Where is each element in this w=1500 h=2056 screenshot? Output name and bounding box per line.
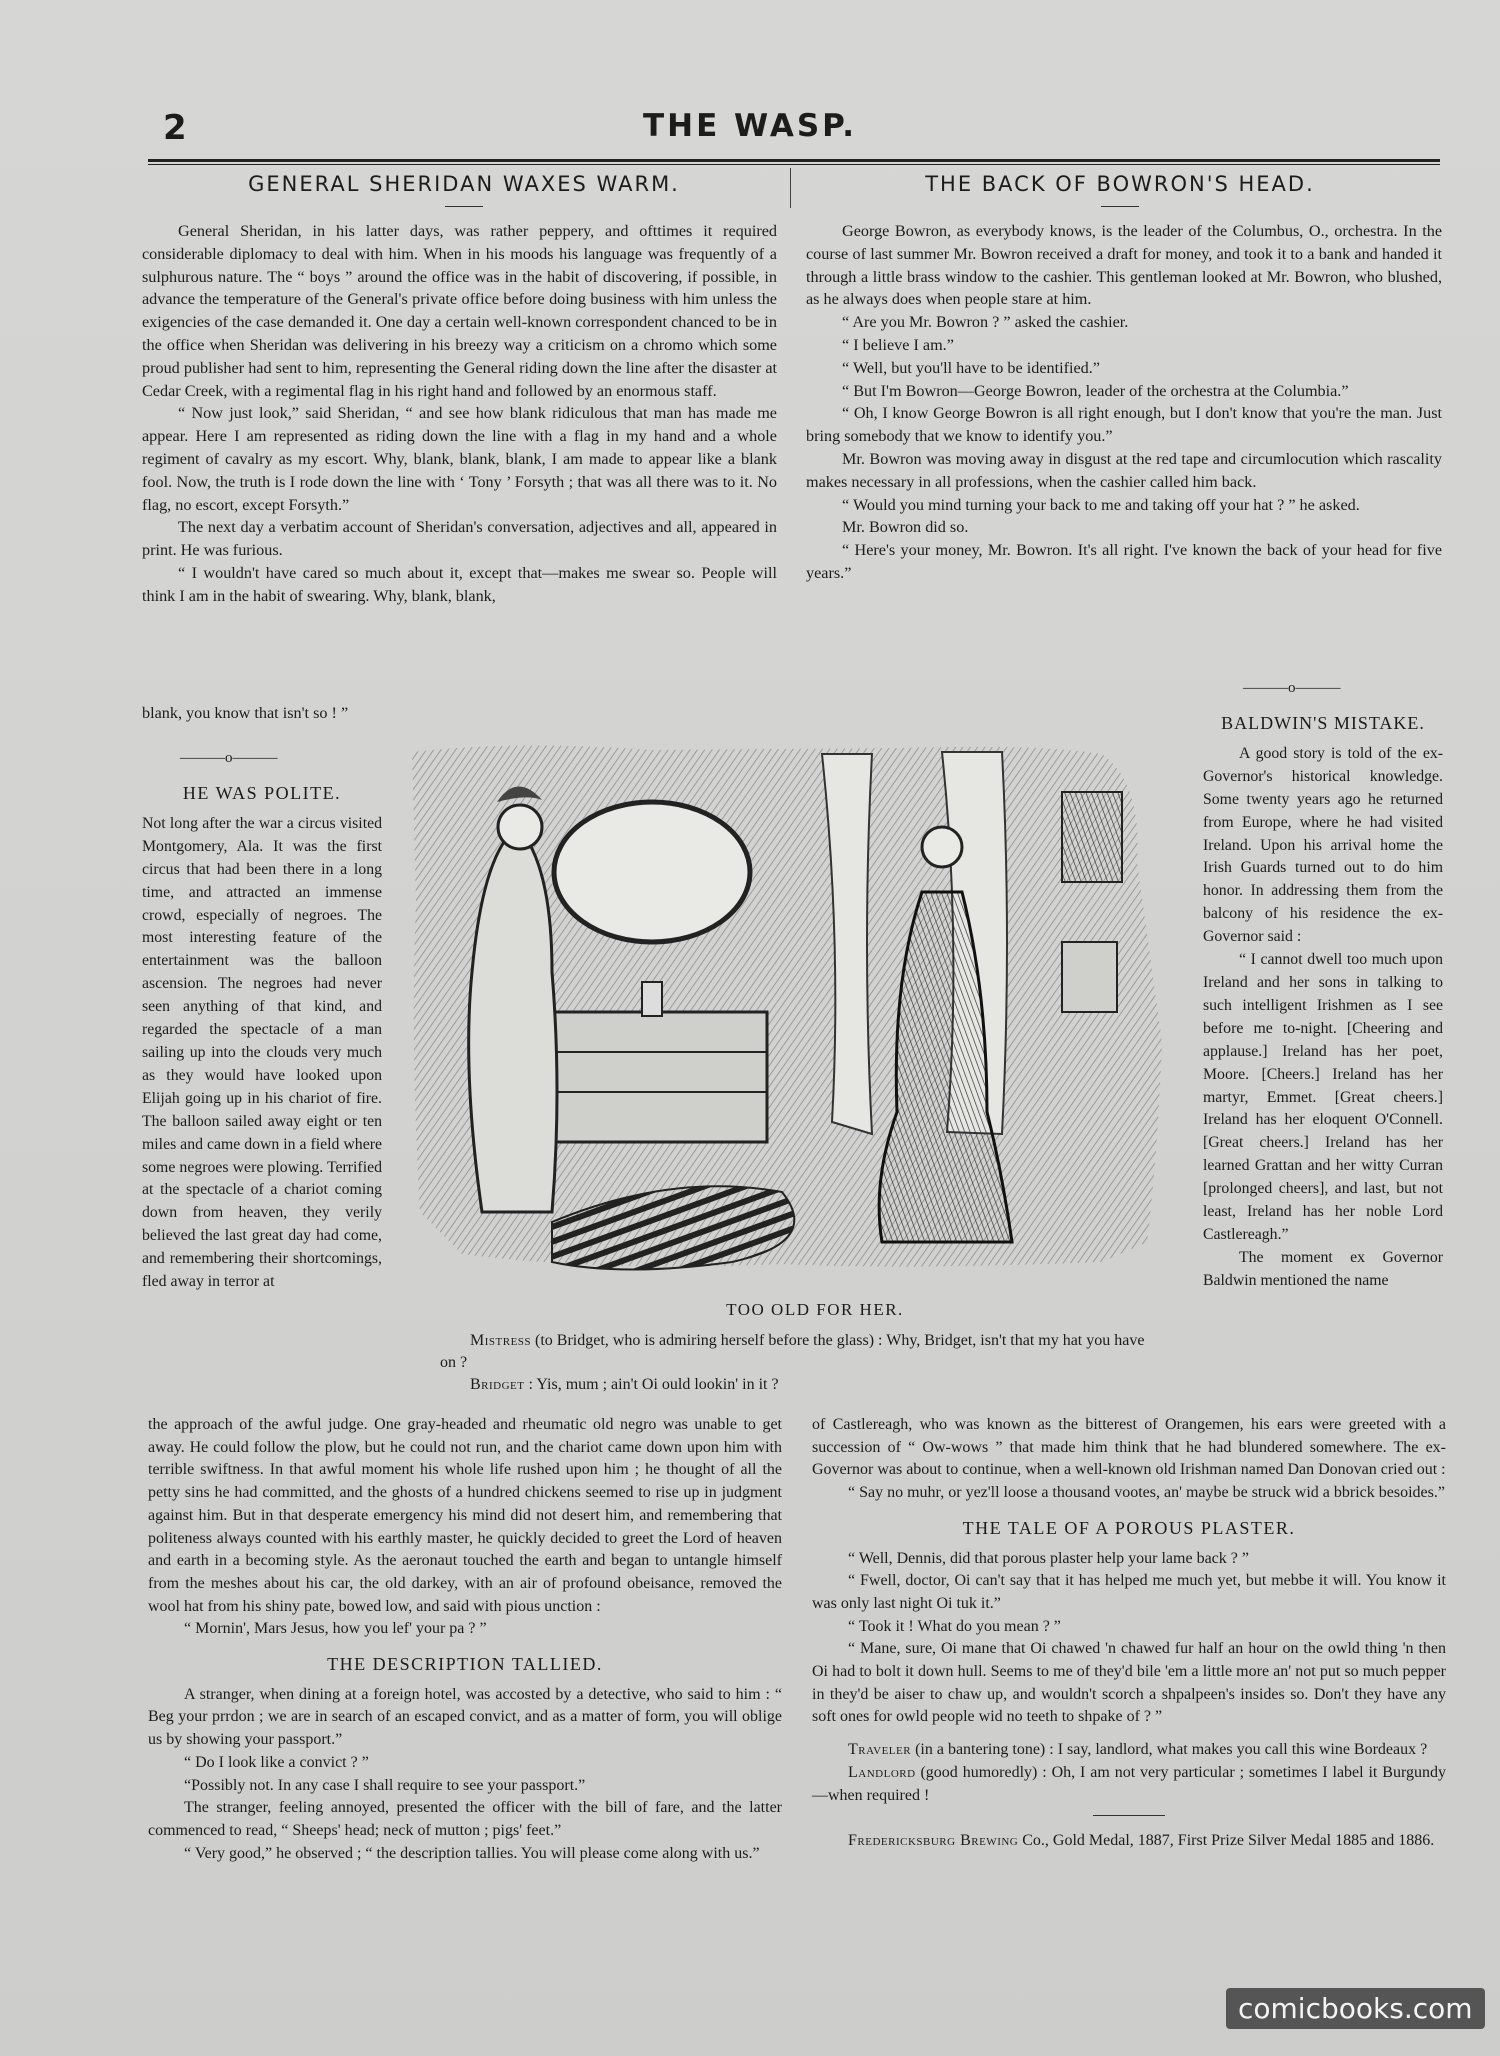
dialogue-text: (good humoredly) : Oh, I am not very particular ; sometimes I label it Burgundy—when required ! — [812, 1763, 1446, 1804]
ad-text: Co., Gold Medal, 1887, First Prize Silver Medal 1885 and 1886. — [1018, 1832, 1435, 1850]
title-dash — [445, 206, 483, 207]
description-paragraph: “Possibly not. In any case I shall require to see your passport.” — [184, 1776, 586, 1794]
watermark-logo: comicbooks.com — [1226, 1988, 1485, 2029]
baldwin-title: BALDWIN'S MISTAKE. — [1221, 713, 1425, 733]
ad-rule — [1093, 1815, 1165, 1816]
dialogue-text: (to Bridget, who is admiring herself before the glass) : Why, Bridget, isn't that my hat you have on ? — [440, 1332, 1145, 1371]
cartoon-illustration — [402, 742, 1172, 1310]
speaker-label: Traveler — [848, 1741, 912, 1759]
dresser — [522, 1012, 767, 1142]
sheridan-paragraph: blank, you know that isn't so ! ” — [142, 704, 349, 722]
speaker-label: Mistress — [470, 1332, 532, 1349]
cartoon-caption — [440, 1330, 1160, 1396]
sheridan-paragraph: “ I wouldn't have cared so much about it, except that—makes me swear so. People will think I am in the habit of swearing. Why, blank, blank, — [142, 563, 777, 605]
bowron-paragraph: “ Would you mind turning your back to me and taking off your hat ? ” he asked. — [842, 495, 1360, 514]
plaster-paragraph: “ Well, Dennis, did that porous plaster help your lame back ? ” — [848, 1549, 1249, 1567]
polite-article-cont — [148, 1414, 782, 1865]
cartoon-title: TOO OLD FOR HER. — [726, 1300, 904, 1319]
description-paragraph: The stranger, feeling annoyed, presented the officer with the bill of fare, and the latter commenced to read, “ Sheeps' head; neck of mutton ; pigs' feet.” — [148, 1799, 782, 1839]
caption-line — [440, 1374, 1160, 1396]
bowron-title: THE BACK OF BOWRON'S HEAD. — [925, 172, 1315, 196]
dialogue-text: (in a bantering tone) : I say, landlord, what makes you call this wine Bordeaux ? — [911, 1741, 1428, 1759]
plaster-paragraph: “ Mane, sure, Oi mane that Oi chawed 'n chawed fur half an hour on the owld thing 'n then Oi had to bolt it down hull. Seems to me of they'd bile 'em a little more an' not put so much pepper in they'd be aiser to chaw up, and wouldn't scorch a shpalpeen's insides so. Don't they have any soft ones for owld people wid no teeth to shpake of ? ” — [812, 1640, 1446, 1726]
caption-line — [440, 1330, 1160, 1374]
bowron-paragraph: “ Here's your money, Mr. Bowron. It's all right. I've known the back of your head for five years.” — [806, 541, 1442, 582]
title-dash — [1101, 206, 1139, 207]
description-paragraph: “ Do I look like a convict ? ” — [184, 1753, 369, 1771]
bowron-paragraph: Mr. Bowron was moving away in disgust at the red tape and circumlocution which rascality makes necessary in all professions, when the cashier called him back. — [806, 449, 1442, 491]
baldwin-paragraph: “ Say no muhr, or yez'll loose a thousand vootes, an' maybe be struck wid a bbrick besoides.” — [848, 1484, 1445, 1502]
baldwin-paragraph: of Castlereagh, who was known as the bitterest of Orangemen, his ears were greeted with a succession of “ Ow-wows ” that made him think that he had blundered somewhere. The ex-Governor was about to continue, when a well-known old Irishman named Dan Donovan cried out : — [812, 1416, 1446, 1479]
sheridan-paragraph: The next day a verbatim account of Sheridan's conversation, adjectives and all, appeared in print. He was furious. — [142, 518, 777, 560]
baldwin-paragraph: “ I cannot dwell too much upon Ireland and her sons in talking to such intelligent Irishmen as I see before me to-night. [Cheering and applause.] Ireland has her poet, Moore. [Cheers.] Ireland has her martyr, Emmet. [Great cheers.] Ireland has her eloquent O'Connell. [Great cheers.] Ireland has her learned Grattan and her witty Curran [prolonged cheers], and last, but not least, Ireland has her noble Lord Castlereagh.” — [1203, 951, 1443, 1243]
plaster-paragraph: “ Took it ! What do you mean ? ” — [848, 1617, 1061, 1635]
bowron-paragraph: “ But I'm Bowron—George Bowron, leader of the orchestra at the Columbia.” — [842, 381, 1349, 400]
brewery-name: Fredericksburg Brewing — [848, 1832, 1019, 1850]
bowron-paragraph: “ I believe I am.” — [842, 335, 954, 354]
column-divider — [790, 168, 791, 208]
description-title: THE DESCRIPTION TALLIED. — [327, 1654, 603, 1675]
baldwin-article — [1203, 708, 1443, 1293]
page-number: 2 — [163, 108, 187, 148]
bowron-paragraph: Mr. Bowron did so. — [842, 518, 969, 537]
description-paragraph: A stranger, when dining at a foreign hotel, was accosted by a detective, who said to him : “ Beg your prrdon ; we are in search of an escaped convict, and as a matter of form, you will oblige us by showing your passport.” — [148, 1685, 782, 1749]
ad-paragraph — [812, 1830, 1446, 1853]
bowron-paragraph: George Bowron, as everybody knows, is the leader of the Columbus, O., orchestra. In the course of last summer Mr. Bowron received a draft for money, and took it to a bank and handed it through a little brass window to the cashier. This gentleman looked at Mr. Bowron, who blushed, as he always does when people stare at him. — [806, 222, 1442, 309]
polite-article — [142, 778, 382, 1294]
polite-paragraph: Not long after the war a circus visited Montgomery, Ala. It was the first circus that had been there in a long time, and attracted an immense crowd, especially of negroes. The most interesting feature of the entertainment was the balloon ascension. The negroes had never seen anything of that kind, and regarded the spectacle of a man sailing up into the clouds very much as they would have looked upon Elijah going up in his chariot of fire. The balloon sailed away eight or ten miles and came down in a field where some negroes were plowing. Terrified at the spectacle of a chariot coming down from heaven, they verily believed the last great day had come, and remembering their shortcomings, fled away in terror at — [142, 814, 382, 1291]
speaker-label: Landlord — [848, 1763, 916, 1781]
separator: ———o——— — [1243, 680, 1341, 696]
chair — [1062, 942, 1117, 1012]
plaster-paragraph: “ Fwell, doctor, Oi can't say that it has helped me much yet, but mebbe it will. You know it was only last night Oi tuk it.” — [812, 1572, 1446, 1612]
separator: ———o——— — [180, 750, 278, 766]
bowron-paragraph: “ Oh, I know George Bowron is all right enough, but I don't know that you're the man. Just bring somebody that we know to identify you.” — [806, 404, 1442, 446]
bridget-head — [498, 805, 542, 849]
bottle — [642, 982, 662, 1016]
sheridan-paragraph: General Sheridan, in his latter days, was rather peppery, and ofttimes it required considerable diplomacy to deal with him. When in his moods his language was frequently of a sulphurous nature. The “ boys ” around the office was in the habit of discovering, if possible, in advance the temperature of the General's private office before doing business with him unless the exigencies of the case demanded it. One day a certain well-known correspondent chanced to be in the office when Sheridan was delivering in his breezy way a criticism on a chromo which some proud publisher had sent to him, representing the General riding down the line after the disaster at Cedar Creek, with a regimental flag in his right hand and followed by an enormous staff. — [142, 222, 777, 400]
oval-mirror — [554, 802, 750, 942]
sheridan-article-end — [142, 702, 382, 725]
baldwin-paragraph: The moment ex Governor Baldwin mentioned the name — [1203, 1248, 1443, 1289]
mistress-head — [922, 827, 962, 867]
bowron-paragraph: “ Are you Mr. Bowron ? ” asked the cashier. — [842, 313, 1129, 332]
polite-paragraph: “ Mornin', Mars Jesus, how you lef' your pa ? ” — [184, 1620, 487, 1638]
sheridan-article — [142, 220, 777, 608]
header-rule-thin — [148, 164, 1440, 165]
plaster-title: THE TALE OF A POROUS PLASTER. — [962, 1517, 1296, 1538]
speaker-label: Bridget — [470, 1376, 525, 1393]
wall-shelf — [1062, 792, 1122, 882]
bowron-article — [806, 220, 1442, 585]
polite-title: HE WAS POLITE. — [182, 783, 342, 803]
masthead: THE WASP. — [643, 108, 857, 144]
header-rule — [148, 159, 1440, 162]
baldwin-article-cont — [812, 1414, 1446, 1853]
dialogue-text: : Yis, mum ; ain't Oi ould lookin' in it ? — [524, 1376, 779, 1393]
landlord-paragraph — [812, 1762, 1446, 1807]
bowron-paragraph: “ Well, but you'll have to be identified.” — [842, 358, 1100, 377]
description-paragraph: “ Very good,” he observed ; “ the description tallies. You will please come along with us.” — [184, 1844, 760, 1862]
traveler-paragraph — [812, 1739, 1446, 1762]
baldwin-paragraph: A good story is told of the ex-Governor's historical knowledge. Some twenty years ago he returned from Europe, where he had visited Ireland. Upon his arrival home the Irish Guards turned out to do him honor. In addressing them from the balcony of his residence the ex-Governor said : — [1203, 744, 1443, 946]
sheridan-paragraph: “ Now just look,” said Sheridan, “ and see how blank ridiculous that man has made me appear. Here I am represented as riding down the line with a flag in my hand and a whole regiment of cavalry as my escort. Why, blank, blank, blank, I am made to appear like a blank fool. Now, the truth is I rode down the line with ‘ Tony ’ Forsyth ; that was all there was to it. No flag, no escort, except Forsyth.” — [142, 404, 777, 514]
sheridan-title: GENERAL SHERIDAN WAXES WARM. — [248, 172, 680, 196]
polite-paragraph: the approach of the awful judge. One gray-headed and rheumatic old negro was unable to get away. He could follow the plow, but he could not run, and the chariot came down upon him with terrible swiftness. In that awful moment his whole life rushed upon him ; he thought of all the petty sins he had committed, and the ghosts of a hundred chickens seemed to rise up in judgment against him. But in that desperate emergency his mind did not desert him, and remembering that politeness always counted with his earthly master, he quickly decided to greet the Lord of heaven and earth in a becoming style. As the aeronaut touched the earth and began to untangle himself from the meshes about his car, the old darkey, with an air of profound obeisance, removed the wool hat from his shiny pate, bowed low, and said with pious unction : — [148, 1416, 782, 1615]
